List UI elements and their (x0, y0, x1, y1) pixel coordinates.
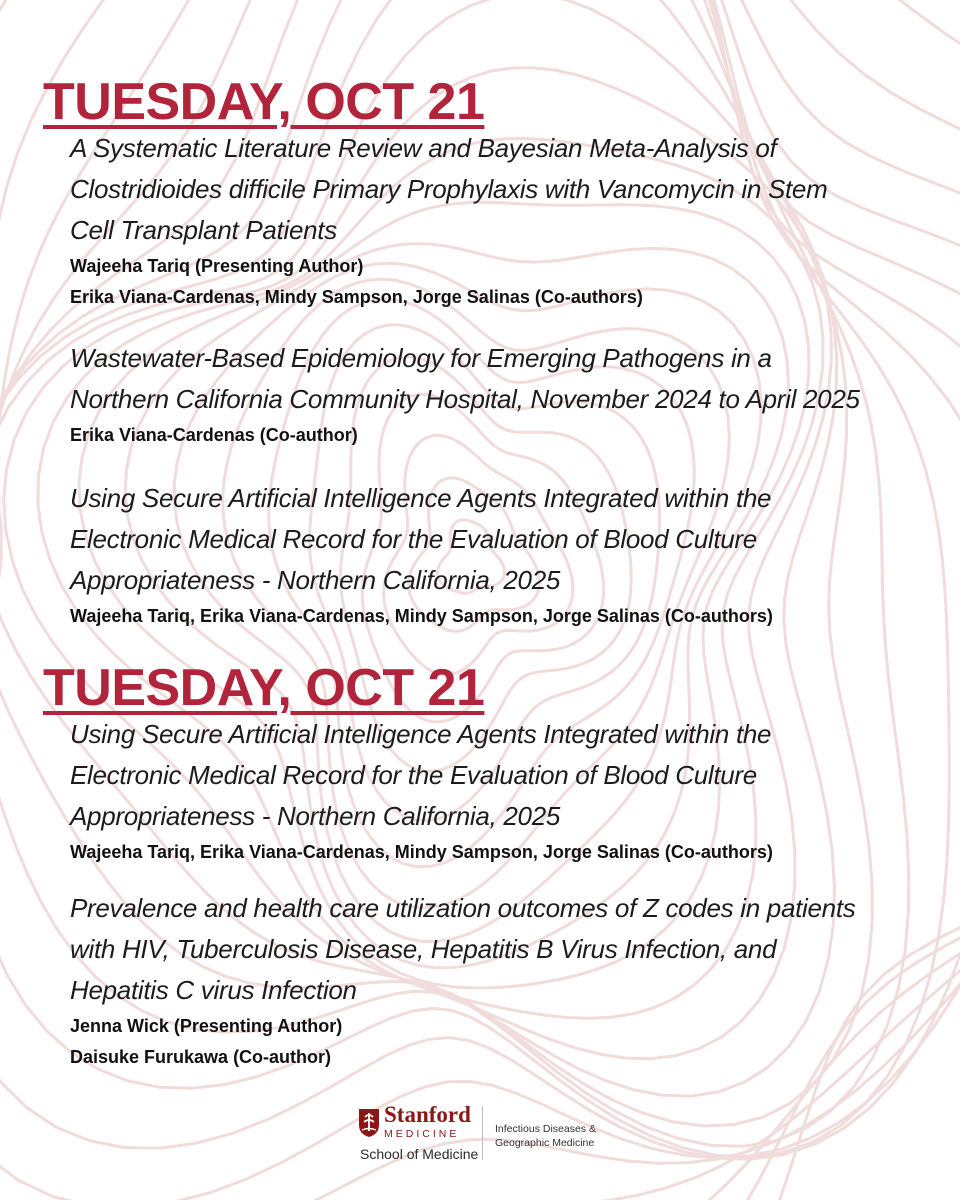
co-authors: Daisuke Furukawa (Co-author) (70, 1047, 332, 1067)
entry-1-3 (70, 478, 950, 632)
day-heading-1: TUESDAY, OCT 21 (43, 73, 485, 131)
co-authors: Wajeeha Tariq, Erika Viana-Cardenas, Mindy Sampson, Jorge Salinas (Co-authors) (70, 842, 773, 862)
entry-2-1 (70, 714, 950, 868)
brand-subtitle: MEDICINE (384, 1128, 460, 1140)
entry-title-line: Electronic Medical Record for the Evaluation of Blood Culture (70, 524, 757, 554)
entry-title-line: Prevalence and health care utilization outcomes of Z codes in patients (70, 893, 856, 923)
department-line: Geographic Medicine (495, 1137, 595, 1149)
presenting-author: Wajeeha Tariq (Presenting Author) (70, 256, 364, 276)
entry-title-line: Hepatitis C virus Infection (70, 975, 357, 1005)
day-heading-2: TUESDAY, OCT 21 (43, 659, 485, 717)
entry-title-line: Using Secure Artificial Intelligence Agents Integrated within the (70, 719, 772, 749)
entry-title-line: Appropriateness - Northern California, 2025 (70, 565, 561, 595)
entry-title-line: Northern California Community Hospital, November 2024 to April 2025 (70, 384, 860, 414)
department-line: Infectious Diseases & (495, 1123, 596, 1135)
entry-title-line: A Systematic Literature Review and Bayesian Meta-Analysis of (70, 133, 777, 163)
entry-title-line: Clostridioides difficile Primary Prophylaxis with Vancomycin in Stem (70, 174, 828, 204)
entry-title-line: Using Secure Artificial Intelligence Agents Integrated within the (70, 483, 772, 513)
brand-name: Stanford (384, 1102, 471, 1127)
entry-2-2 (70, 888, 950, 1073)
entry-1-1 (70, 128, 950, 313)
co-authors: Wajeeha Tariq, Erika Viana-Cardenas, Mindy Sampson, Jorge Salinas (Co-authors) (70, 606, 773, 626)
presenting-author: Jenna Wick (Presenting Author) (70, 1016, 343, 1036)
stanford-seal-icon (358, 1108, 380, 1138)
footer-divider (482, 1106, 483, 1160)
footer-logo (358, 1102, 618, 1170)
department-name (495, 1122, 596, 1150)
entry-1-2 (70, 338, 950, 451)
co-authors: Erika Viana-Cardenas, Mindy Sampson, Jorge Salinas (Co-authors) (70, 287, 643, 307)
school-name: School of Medicine (360, 1146, 479, 1162)
entry-title-line: Appropriateness - Northern California, 2025 (70, 801, 561, 831)
entry-title-line: Electronic Medical Record for the Evaluation of Blood Culture (70, 760, 757, 790)
co-authors: Erika Viana-Cardenas (Co-author) (70, 425, 358, 445)
entry-title-line: Cell Transplant Patients (70, 215, 337, 245)
entry-title-line: Wastewater-Based Epidemiology for Emerging Pathogens in a (70, 343, 772, 373)
entry-title-line: with HIV, Tuberculosis Disease, Hepatitis B Virus Infection, and (70, 934, 777, 964)
